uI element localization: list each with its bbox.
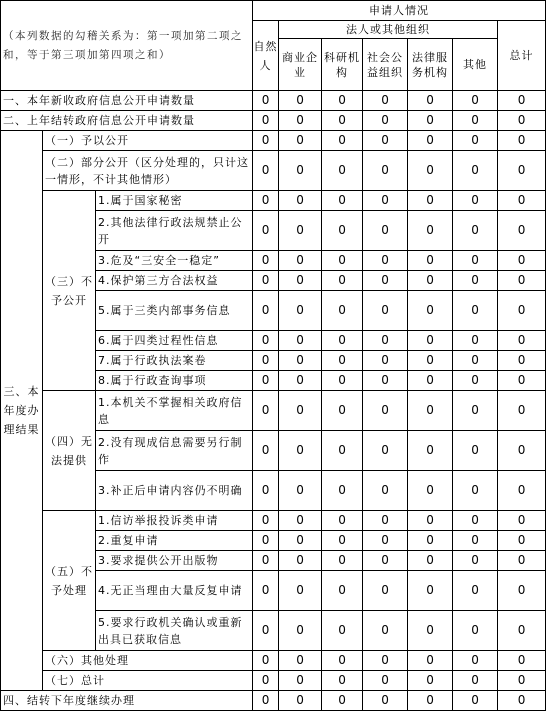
value-cell: 0 — [498, 291, 546, 331]
header-natural-person: 自然人 — [253, 21, 279, 91]
value-cell: 0 — [322, 151, 363, 191]
value-cell: 0 — [498, 651, 546, 671]
value-cell: 0 — [279, 291, 322, 331]
value-cell: 0 — [253, 111, 279, 131]
value-cell: 0 — [498, 191, 546, 211]
row-label: （六）其他处理 — [43, 651, 253, 671]
value-cell: 0 — [363, 371, 408, 391]
row-label: 3.补正后申请内容仍不明确 — [96, 471, 253, 511]
value-cell: 0 — [363, 251, 408, 271]
section-three-label: 三、本年度办理结果 — [1, 131, 43, 691]
row-label: 二、上年结转政府信息公开申请数量 — [1, 111, 253, 131]
header-research: 科研机构 — [322, 39, 363, 91]
value-cell: 0 — [253, 371, 279, 391]
value-cell: 0 — [363, 671, 408, 691]
value-cell: 0 — [498, 391, 546, 431]
header-applicant-status: 申请人情况 — [253, 1, 546, 21]
value-cell: 0 — [408, 551, 453, 571]
value-cell: 0 — [453, 351, 498, 371]
header-social: 社会公益组织 — [363, 39, 408, 91]
value-cell: 0 — [408, 471, 453, 511]
header-legal-service: 法律服务机构 — [408, 39, 453, 91]
value-cell: 0 — [453, 691, 498, 711]
value-cell: 0 — [363, 351, 408, 371]
value-cell: 0 — [322, 331, 363, 351]
value-cell: 0 — [408, 291, 453, 331]
value-cell: 0 — [453, 531, 498, 551]
value-cell: 0 — [453, 211, 498, 251]
value-cell: 0 — [363, 131, 408, 151]
value-cell: 0 — [253, 391, 279, 431]
value-cell: 0 — [453, 651, 498, 671]
value-cell: 0 — [363, 651, 408, 671]
value-cell: 0 — [408, 391, 453, 431]
value-cell: 0 — [453, 291, 498, 331]
value-cell: 0 — [498, 211, 546, 251]
row-label: 2.重复申请 — [96, 531, 253, 551]
value-cell: 0 — [453, 551, 498, 571]
value-cell: 0 — [253, 571, 279, 611]
value-cell: 0 — [408, 571, 453, 611]
value-cell: 0 — [498, 691, 546, 711]
value-cell: 0 — [253, 191, 279, 211]
row-label: （二）部分公开（区分处理的，只计这一情形，不计其他情形） — [43, 151, 253, 191]
value-cell: 0 — [498, 571, 546, 611]
value-cell: 0 — [253, 211, 279, 251]
header-note: （本列数据的勾稽关系为：第一项加第二项之和，等于第三项加第四项之和） — [1, 1, 253, 91]
value-cell: 0 — [453, 191, 498, 211]
value-cell: 0 — [363, 511, 408, 531]
value-cell: 0 — [279, 691, 322, 711]
value-cell: 0 — [363, 211, 408, 251]
value-cell: 0 — [253, 151, 279, 191]
value-cell: 0 — [363, 111, 408, 131]
value-cell: 0 — [408, 611, 453, 651]
value-cell: 0 — [498, 431, 546, 471]
row-label: 四、结转下年度继续办理 — [1, 691, 253, 711]
value-cell: 0 — [363, 191, 408, 211]
value-cell: 0 — [453, 431, 498, 471]
value-cell: 0 — [253, 131, 279, 151]
value-cell: 0 — [279, 131, 322, 151]
value-cell: 0 — [322, 371, 363, 391]
value-cell: 0 — [279, 531, 322, 551]
value-cell: 0 — [363, 291, 408, 331]
value-cell: 0 — [253, 331, 279, 351]
value-cell: 0 — [279, 671, 322, 691]
value-cell: 0 — [498, 271, 546, 291]
group-label-unavailable: （四）无法提供 — [43, 391, 96, 511]
value-cell: 0 — [322, 391, 363, 431]
row-label: 6.属于四类过程性信息 — [96, 331, 253, 351]
value-cell: 0 — [279, 331, 322, 351]
value-cell: 0 — [322, 211, 363, 251]
value-cell: 0 — [453, 611, 498, 651]
row-label: （一）予以公开 — [43, 131, 253, 151]
table-row — [1, 671, 546, 691]
row-label: 8.属于行政查询事项 — [96, 371, 253, 391]
row-label: 5.属于三类内部事务信息 — [96, 291, 253, 331]
value-cell: 0 — [279, 551, 322, 571]
value-cell: 0 — [498, 131, 546, 151]
value-cell: 0 — [408, 251, 453, 271]
value-cell: 0 — [279, 611, 322, 651]
value-cell: 0 — [322, 651, 363, 671]
value-cell: 0 — [498, 111, 546, 131]
row-label: 3.要求提供公开出版物 — [96, 551, 253, 571]
value-cell: 0 — [453, 511, 498, 531]
value-cell: 0 — [322, 691, 363, 711]
value-cell: 0 — [363, 431, 408, 471]
value-cell: 0 — [322, 551, 363, 571]
value-cell: 0 — [453, 571, 498, 611]
value-cell: 0 — [363, 271, 408, 291]
value-cell: 0 — [453, 671, 498, 691]
value-cell: 0 — [279, 351, 322, 371]
value-cell: 0 — [322, 191, 363, 211]
row-label: 1.信访举报投诉类申请 — [96, 511, 253, 531]
value-cell: 0 — [498, 351, 546, 371]
header-total: 总计 — [498, 21, 546, 91]
value-cell: 0 — [322, 531, 363, 551]
value-cell: 0 — [453, 271, 498, 291]
value-cell: 0 — [363, 471, 408, 511]
value-cell: 0 — [498, 251, 546, 271]
value-cell: 0 — [453, 131, 498, 151]
value-cell: 0 — [253, 671, 279, 691]
value-cell: 0 — [408, 351, 453, 371]
value-cell: 0 — [322, 611, 363, 651]
value-cell: 0 — [253, 471, 279, 511]
value-cell: 0 — [498, 91, 546, 111]
row-label: 1.属于国家秘密 — [96, 191, 253, 211]
table-row — [1, 391, 546, 431]
value-cell: 0 — [408, 371, 453, 391]
value-cell: 0 — [279, 571, 322, 611]
value-cell: 0 — [363, 571, 408, 611]
table-row — [1, 511, 546, 531]
table-row — [1, 691, 546, 711]
value-cell: 0 — [279, 371, 322, 391]
value-cell: 0 — [322, 91, 363, 111]
value-cell: 0 — [279, 191, 322, 211]
value-cell: 0 — [408, 531, 453, 551]
row-label: 2.没有现成信息需要另行制作 — [96, 431, 253, 471]
value-cell: 0 — [498, 151, 546, 191]
value-cell: 0 — [498, 611, 546, 651]
row-label: 5.要求行政机关确认或重新出具已获取信息 — [96, 611, 253, 651]
group-label-not-processed: （五）不予处理 — [43, 511, 96, 651]
value-cell: 0 — [253, 511, 279, 531]
value-cell: 0 — [408, 131, 453, 151]
value-cell: 0 — [279, 251, 322, 271]
value-cell: 0 — [363, 331, 408, 351]
row-label: 1.本机关不掌握相关政府信息 — [96, 391, 253, 431]
table-row — [1, 131, 546, 151]
value-cell: 0 — [322, 471, 363, 511]
value-cell: 0 — [279, 271, 322, 291]
value-cell: 0 — [498, 331, 546, 351]
value-cell: 0 — [453, 151, 498, 191]
value-cell: 0 — [408, 431, 453, 471]
value-cell: 0 — [253, 291, 279, 331]
value-cell: 0 — [408, 331, 453, 351]
value-cell: 0 — [363, 151, 408, 191]
table-row — [1, 651, 546, 671]
value-cell: 0 — [408, 191, 453, 211]
value-cell: 0 — [253, 271, 279, 291]
value-cell: 0 — [279, 391, 322, 431]
row-label: 2.其他法律行政法规禁止公开 — [96, 211, 253, 251]
value-cell: 0 — [322, 111, 363, 131]
value-cell: 0 — [408, 151, 453, 191]
value-cell: 0 — [322, 511, 363, 531]
value-cell: 0 — [498, 551, 546, 571]
table-row — [1, 151, 546, 191]
value-cell: 0 — [322, 251, 363, 271]
value-cell: 0 — [322, 351, 363, 371]
value-cell: 0 — [363, 391, 408, 431]
value-cell: 0 — [453, 371, 498, 391]
value-cell: 0 — [253, 551, 279, 571]
row-label: 4.保护第三方合法权益 — [96, 271, 253, 291]
value-cell: 0 — [408, 671, 453, 691]
value-cell: 0 — [279, 211, 322, 251]
value-cell: 0 — [408, 211, 453, 251]
value-cell: 0 — [279, 431, 322, 471]
row-label: 3.危及“三安全一稳定” — [96, 251, 253, 271]
value-cell: 0 — [498, 371, 546, 391]
value-cell: 0 — [253, 91, 279, 111]
header-commercial: 商业企业 — [279, 39, 322, 91]
value-cell: 0 — [322, 271, 363, 291]
value-cell: 0 — [408, 91, 453, 111]
row-label: 4.无正当理由大量反复申请 — [96, 571, 253, 611]
value-cell: 0 — [408, 651, 453, 671]
value-cell: 0 — [253, 431, 279, 471]
value-cell: 0 — [408, 691, 453, 711]
value-cell: 0 — [498, 531, 546, 551]
value-cell: 0 — [453, 331, 498, 351]
value-cell: 0 — [408, 271, 453, 291]
value-cell: 0 — [322, 291, 363, 331]
row-label: 一、本年新收政府信息公开申请数量 — [1, 91, 253, 111]
value-cell: 0 — [279, 151, 322, 191]
group-label-withheld: （三）不予公开 — [43, 191, 96, 391]
value-cell: 0 — [253, 651, 279, 671]
value-cell: 0 — [253, 251, 279, 271]
value-cell: 0 — [363, 91, 408, 111]
value-cell: 0 — [363, 551, 408, 571]
value-cell: 0 — [453, 251, 498, 271]
value-cell: 0 — [408, 111, 453, 131]
value-cell: 0 — [363, 611, 408, 651]
value-cell: 0 — [408, 511, 453, 531]
value-cell: 0 — [253, 611, 279, 651]
table-row — [1, 91, 546, 111]
value-cell: 0 — [498, 511, 546, 531]
header-legal-group: 法人或其他组织 — [279, 21, 498, 39]
header-other: 其他 — [453, 39, 498, 91]
value-cell: 0 — [279, 471, 322, 511]
value-cell: 0 — [279, 651, 322, 671]
value-cell: 0 — [322, 431, 363, 471]
value-cell: 0 — [498, 671, 546, 691]
value-cell: 0 — [279, 111, 322, 131]
value-cell: 0 — [363, 691, 408, 711]
value-cell: 0 — [279, 91, 322, 111]
value-cell: 0 — [253, 531, 279, 551]
table-row — [1, 111, 546, 131]
value-cell: 0 — [253, 351, 279, 371]
value-cell: 0 — [453, 91, 498, 111]
value-cell: 0 — [322, 671, 363, 691]
value-cell: 0 — [453, 391, 498, 431]
value-cell: 0 — [363, 531, 408, 551]
row-label: 7.属于行政执法案卷 — [96, 351, 253, 371]
row-label: （七）总计 — [43, 671, 253, 691]
value-cell: 0 — [322, 131, 363, 151]
value-cell: 0 — [253, 691, 279, 711]
value-cell: 0 — [453, 111, 498, 131]
table-row — [1, 191, 546, 211]
value-cell: 0 — [322, 571, 363, 611]
value-cell: 0 — [453, 471, 498, 511]
value-cell: 0 — [279, 511, 322, 531]
value-cell: 0 — [498, 471, 546, 511]
